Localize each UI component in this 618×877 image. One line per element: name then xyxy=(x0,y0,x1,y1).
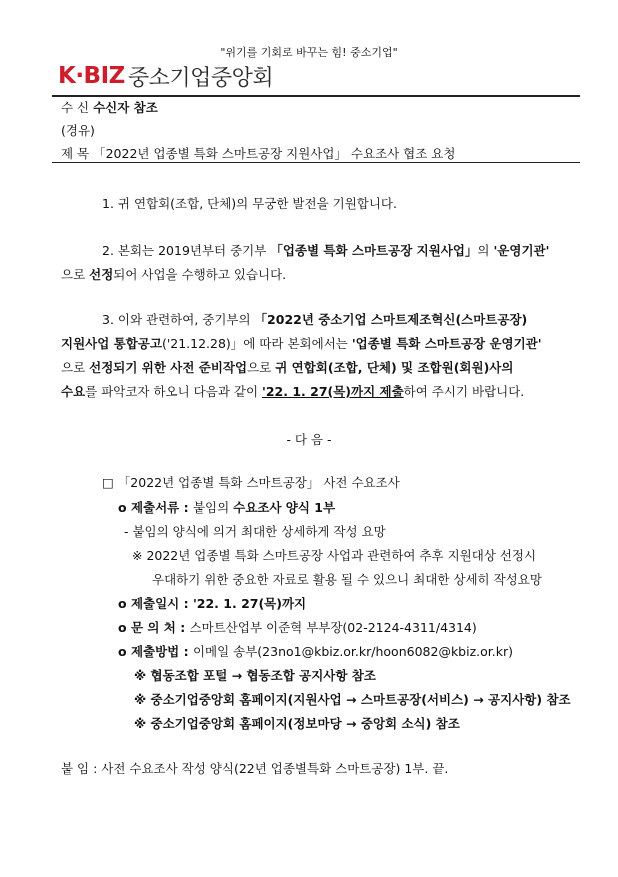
reference-1 xyxy=(134,666,376,684)
p2-program-name: 「업종별 특화 스마트공장 지원사업」 xyxy=(270,243,478,258)
paragraph-3-line-3 xyxy=(61,358,513,376)
header-rule-top xyxy=(52,95,580,97)
paragraph-2-line-1 xyxy=(102,241,549,259)
p3-text: 를 파악코자 하오니 다음과 같이 xyxy=(85,384,262,399)
paragraph-3-line-1 xyxy=(102,310,527,328)
p3-text: 으로 xyxy=(247,360,276,375)
p3-target: 귀 연합회(조합, 단체) 및 조합원(회원)사의 xyxy=(275,360,514,375)
p2-text: 의 xyxy=(477,243,494,258)
doc-row xyxy=(118,498,335,516)
p3-text: 하여 주시기 바랍니다. xyxy=(403,384,525,399)
p3-operator-role: '업종별 특화 스마트공장 운영기관' xyxy=(351,336,542,351)
p3-deadline: '22. 1. 27(목)까지 제출 xyxy=(262,384,404,399)
doc-label: o 제출서류 : xyxy=(118,500,193,515)
reference-2 xyxy=(134,690,571,708)
p3-program-name: 「2022년 중소기업 스마트제조혁신(스마트공장) xyxy=(254,312,528,327)
doc-note: - 붙임의 양식에 의거 최대한 상세하게 작성 요망 xyxy=(124,524,386,539)
subject-row xyxy=(61,144,455,162)
p2-operator-role: '운영기관' xyxy=(493,243,550,258)
section-title: □ 「2022년 업종별 특화 스마트공장」 사전 수요조사 xyxy=(102,475,400,490)
p2-text: 으로 xyxy=(61,267,90,282)
contact-value: 스마트산업부 이준혁 부부장(02-2124-4311/4314) xyxy=(189,620,477,635)
header-rule-bottom xyxy=(52,162,580,163)
p2-selected: 선정 xyxy=(89,267,114,282)
reference-3-text: ※ 중소기업중앙회 홈페이지(정보마당 → 중앙회 소식) 참조 xyxy=(134,716,460,731)
via-row xyxy=(61,121,95,139)
logo-org-name: 중소기업중앙회 xyxy=(127,65,274,91)
p2-text: 2. 본회는 2019년부터 중기부 xyxy=(102,243,271,258)
doc-star-line-1: ※ 2022년 업종별 특화 스마트공장 사업과 관련하여 추후 지원대상 선정시 xyxy=(132,548,537,563)
paragraph-3-line-2 xyxy=(61,334,542,352)
p3-text: ('21.12.28)」에 따라 본회에서는 xyxy=(161,336,352,351)
recipient-label: 수 신 xyxy=(61,100,90,115)
reference-1-text: ※ 협동조합 포털 → 협동조합 공지사항 참조 xyxy=(134,668,376,683)
divider-text: - 다 음 - xyxy=(286,432,332,447)
date-row xyxy=(118,594,306,612)
contact-label: o 문 의 처 : xyxy=(118,620,190,635)
paragraph-1: 1. 귀 연합회(조합, 단체)의 무궁한 발전을 기원합니다. xyxy=(102,196,397,211)
p3-demand: 수요 xyxy=(61,384,86,399)
p3-announcement: 지원사업 통합공고 xyxy=(61,336,162,351)
method-value: 이메일 송부(23no1@kbiz.or.kr/hoon6082@kbiz.or.kr) xyxy=(192,644,513,659)
p3-prep-work: 선정되기 위한 사전 준비작업 xyxy=(89,360,248,375)
p3-text: 으로 xyxy=(61,360,90,375)
kbiz-logo xyxy=(58,62,273,90)
via-label: (경유) xyxy=(61,123,95,138)
doc-form: 수요조사 양식 1부 xyxy=(233,500,336,515)
contact-row xyxy=(118,618,477,636)
recipient-row xyxy=(61,98,158,116)
recipient-value: 수신자 참조 xyxy=(93,100,158,115)
method-label: o 제출방법 : xyxy=(118,644,193,659)
p3-text: 3. 이와 관련하여, 중기부의 xyxy=(102,312,255,327)
reference-3 xyxy=(134,714,460,732)
attachment-line: 붙 임 : 사전 수요조사 작성 양식(22년 업종별특화 스마트공장) 1부. 끝. xyxy=(61,761,449,776)
doc-text: 붙임의 xyxy=(192,500,234,515)
paragraph-2-line-2 xyxy=(61,265,286,283)
subject-value: 「2022년 업종별 특화 스마트공장 지원사업」 수요조사 협조 요청 xyxy=(93,146,456,161)
reference-2-text: ※ 중소기업중앙회 홈페이지(지원사업 → 스마트공장(서비스) → 공지사항) 참조 xyxy=(134,692,571,707)
paragraph-3-line-4 xyxy=(61,382,524,400)
date-label: o 제출일시 : xyxy=(118,596,193,611)
method-row xyxy=(118,642,513,660)
subject-label: 제 목 xyxy=(61,146,90,161)
slogan: "위기를 기회로 바꾸는 힘! 중소기업" xyxy=(220,46,398,59)
doc-star-line-2: 우대하기 위한 중요한 자료로 활용 될 수 있으니 최대한 상세히 작성요망 xyxy=(152,572,542,587)
logo-kbiz-text: K·BIZ xyxy=(58,63,125,89)
date-value: '22. 1. 27(목)까지 xyxy=(192,596,307,611)
p2-text: 되어 사업을 수행하고 있습니다. xyxy=(113,267,287,282)
